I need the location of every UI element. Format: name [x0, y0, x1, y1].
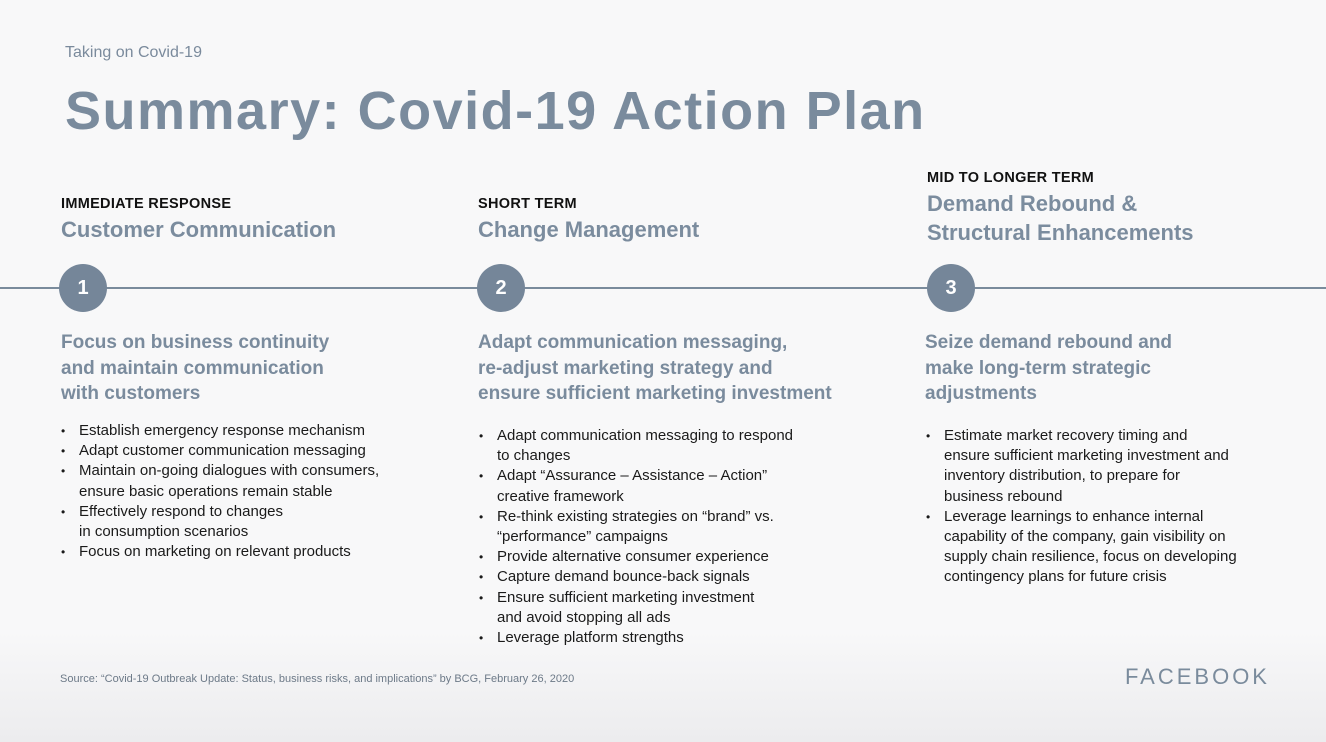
list-item [61, 502, 379, 542]
list-item-line: business rebound [944, 487, 1063, 505]
list-item-line: ensure basic operations remain stable [79, 482, 333, 500]
list-item [61, 441, 379, 461]
phase-label: MID TO LONGER TERM [927, 170, 1095, 186]
list-item-line: • Adapt “Assurance – Assistance – Action” [497, 467, 768, 485]
list-item-line: in consumption scenarios [79, 523, 249, 541]
list-item-line: • Leverage platform strengths [497, 629, 684, 647]
phase-title [61, 215, 336, 244]
source-citation: Source: “Covid-19 Outbreak Update: Status, business risks, and implications” by BCG, February 26, 2020 [60, 673, 575, 685]
phase-header-2 [478, 196, 699, 244]
list-item-line: to changes [497, 447, 571, 465]
list-item-line: creative framework [497, 487, 624, 505]
phase-label: SHORT TERM [478, 196, 577, 212]
list-item-line: • Estimate market recovery timing and [944, 427, 1188, 444]
list-item [479, 547, 793, 567]
list-item [479, 507, 793, 547]
list-item [479, 588, 793, 628]
focus-statement-2 [478, 330, 832, 407]
slide-kicker: Taking on Covid-19 [65, 44, 202, 61]
phase-title-line: Customer Communication [61, 217, 337, 242]
list-item-line: • Establish emergency response mechanism [79, 422, 365, 439]
focus-line: re-adjust marketing strategy and [478, 357, 773, 379]
phase-title [927, 189, 1194, 247]
step-circle-2: 2 [477, 264, 525, 312]
list-item-line: “performance” campaigns [497, 528, 668, 546]
list-item [61, 461, 379, 501]
bullet-list-1 [61, 421, 379, 562]
list-item-line: • Adapt communication messaging to respond [497, 427, 794, 444]
list-item-line: • Ensure sufficient marketing investment [497, 588, 755, 606]
bullet-list-2 [479, 426, 793, 648]
list-item-line: • Capture demand bounce-back signals [497, 568, 750, 586]
focus-statement-3 [925, 330, 1172, 407]
list-item-line: • Maintain on-going dialogues with consumers, [79, 462, 380, 480]
list-item-line: ensure sufficient marketing investment and [944, 447, 1229, 465]
step-circle-1: 1 [59, 264, 107, 312]
list-item [926, 507, 1237, 588]
focus-line: Focus on business continuity [61, 332, 330, 353]
list-item-line: capability of the company, gain visibility on [944, 528, 1226, 546]
timeline-line [0, 287, 1326, 289]
list-item-line: and avoid stopping all ads [497, 608, 671, 626]
list-item [479, 567, 793, 587]
focus-line: adjustments [925, 383, 1037, 404]
focus-line: ensure sufficient marketing investment [478, 383, 832, 404]
focus-line: with customers [61, 383, 201, 404]
slide-title: Summary: Covid-19 Action Plan [65, 81, 926, 141]
focus-line: and maintain communication [61, 357, 324, 379]
phase-title-line: Demand Rebound & [927, 191, 1138, 216]
list-item-line: • Focus on marketing on relevant products [79, 543, 351, 561]
brand-logo: FACEBOOK [1124, 664, 1270, 689]
phase-title [478, 215, 699, 244]
list-item [479, 466, 793, 506]
phase-title-line: Change Management [478, 217, 700, 242]
list-item-line: • Leverage learnings to enhance internal [944, 507, 1204, 525]
list-item [926, 426, 1237, 507]
phase-header-1 [61, 196, 336, 244]
phase-label: IMMEDIATE RESPONSE [61, 196, 232, 212]
step-circle-3: 3 [927, 264, 975, 312]
list-item-line: • Adapt customer communication messaging [79, 442, 366, 460]
list-item [479, 426, 793, 466]
list-item-line: inventory distribution, to prepare for [944, 467, 1180, 485]
phase-header-3 [927, 170, 1194, 247]
list-item-line: supply chain resilience, focus on developing [944, 548, 1237, 566]
bullet-list-3 [926, 426, 1237, 588]
focus-statement-1 [61, 330, 329, 407]
list-item-line: • Re-think existing strategies on “brand” vs. [497, 507, 774, 525]
list-item [61, 421, 379, 441]
list-item [61, 542, 379, 562]
phase-title-line: Structural Enhancements [927, 220, 1194, 245]
focus-line: Seize demand rebound and [925, 332, 1173, 353]
focus-line: make long-term strategic [925, 357, 1151, 379]
list-item-line: contingency plans for future crisis [944, 568, 1167, 586]
focus-line: Adapt communication messaging, [478, 332, 788, 353]
list-item-line: • Provide alternative consumer experience [497, 548, 769, 566]
list-item-line: • Effectively respond to changes [79, 502, 284, 520]
list-item [479, 628, 793, 648]
